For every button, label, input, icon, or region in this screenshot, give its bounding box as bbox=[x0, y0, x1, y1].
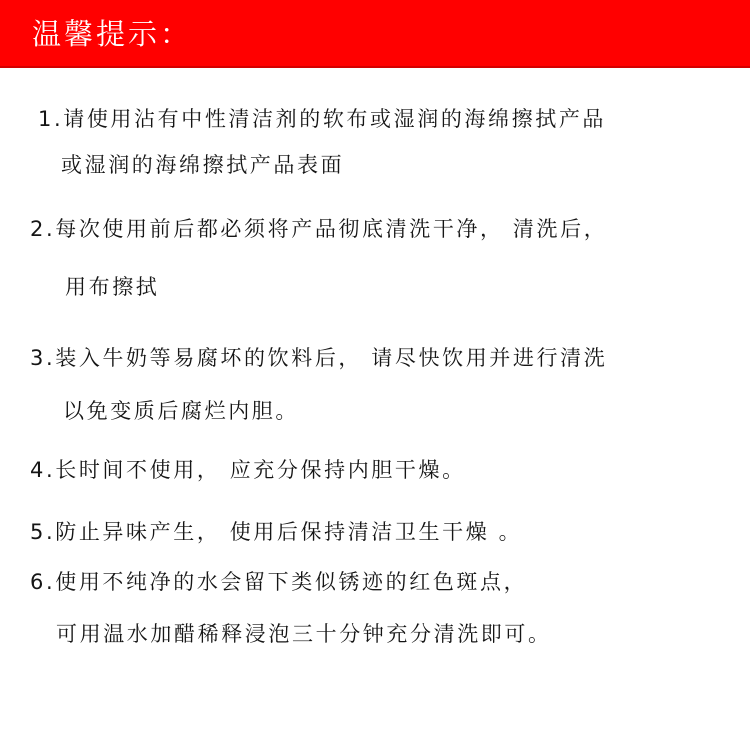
tip-2-line-1: 2.每次使用前后都必须将产品彻底清洗干净， 清洗后， bbox=[30, 217, 608, 241]
tip-3-line-2: 以免变质后腐烂内胆。 bbox=[63, 399, 299, 423]
tip-3-line-1: 3.装入牛奶等易腐坏的饮料后， 请尽快饮用并进行清洗 bbox=[30, 346, 608, 370]
header-title: 温馨提示： bbox=[32, 17, 193, 51]
tip-4-line-1: 4.长时间不使用， 应充分保持内胆干燥。 bbox=[30, 458, 466, 482]
tip-6-line-2: 可用温水加醋稀释浸泡三十分钟充分清洗即可。 bbox=[56, 622, 552, 646]
tip-2-line-2: 用布擦拭 bbox=[65, 275, 160, 299]
tip-1-line-1: 1.请使用沾有中性清洁剂的软布或湿润的海绵擦拭产品 bbox=[38, 107, 607, 131]
tip-6-line-1: 6.使用不纯净的水会留下类似锈迹的红色斑点， bbox=[30, 570, 528, 594]
tip-5-line-1: 5.防止异味产生， 使用后保持清洁卫生干燥 。 bbox=[30, 520, 523, 544]
tip-1-line-2: 或湿润的海绵擦拭产品表面 bbox=[61, 153, 345, 177]
